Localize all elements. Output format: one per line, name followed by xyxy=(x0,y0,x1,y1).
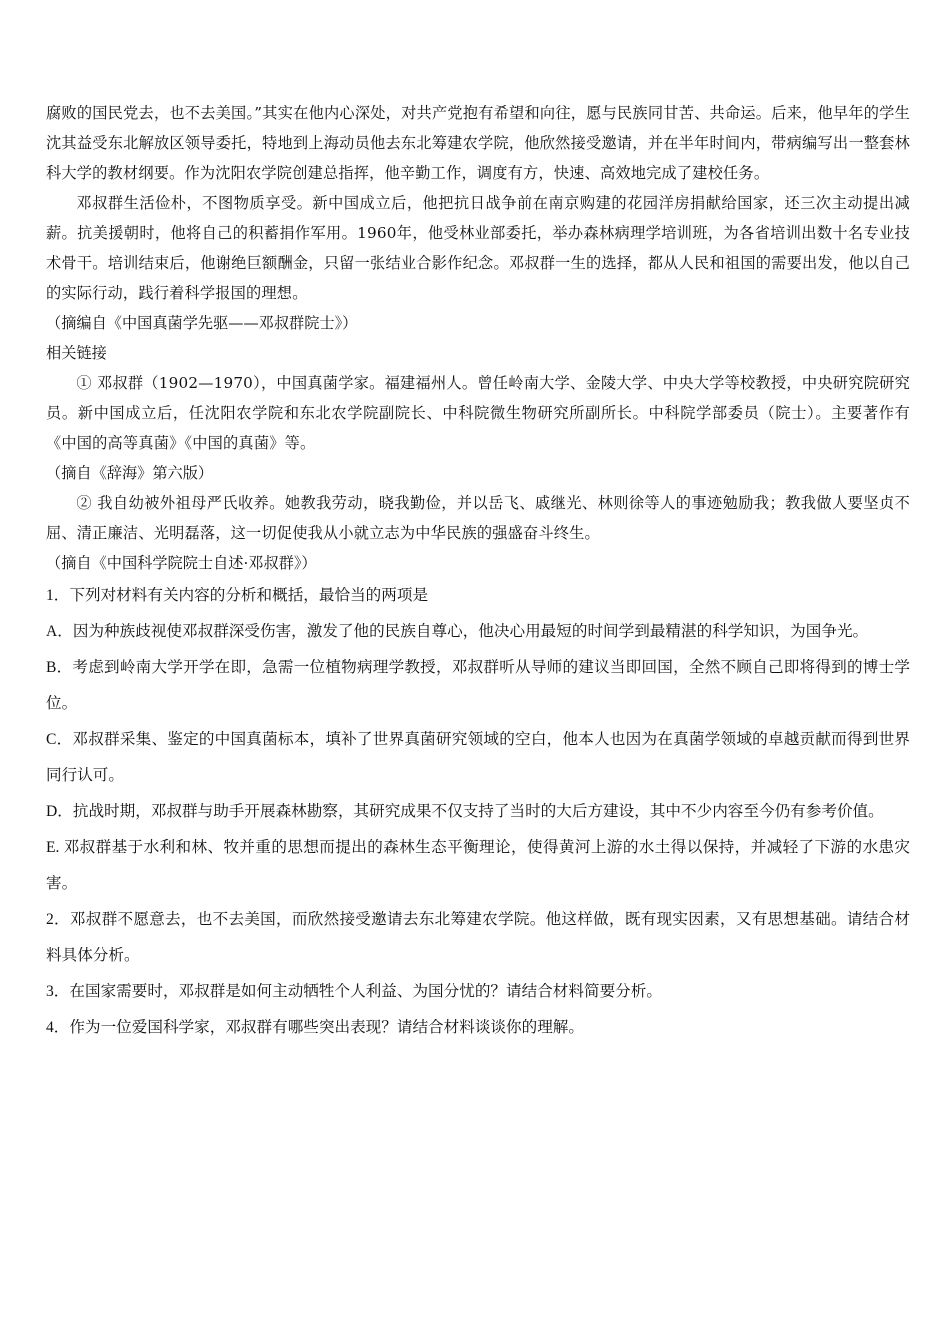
source-citation-1: （摘编自《中国真菌学先驱——邓叔群院士》） xyxy=(46,314,358,332)
question-1: 1．下列对材料有关内容的分析和概括，最恰当的两项是 xyxy=(46,587,429,604)
question-4: 4．作为一位爱国科学家，邓叔群有哪些突出表现？请结合材料谈谈你的理解。 xyxy=(46,1019,584,1036)
question-1-option-e: E. 邓叔群基于水利和林、牧并重的思想而提出的森林生态平衡理论，使得黄河上游的水土得以保持，并减轻了下游的水患灾害。 xyxy=(46,839,910,892)
document-page xyxy=(46,98,910,1046)
question-1-option-a: A．因为种族歧视使邓叔群深受伤害，激发了他的民族自尊心，他决心用最短的时间学到最精湛的科学知识，为国争光。 xyxy=(46,623,869,640)
passage-paragraph-2: 邓叔群生活俭朴，不图物质享受。新中国成立后，他把抗日战争前在南京购建的花园洋房捐献给国家，还三次主动提出减薪。抗美援朝时，他将自己的积蓄捐作军用。1960年，他受林业部委托，举办森林病理学培训班，为各省培训出数十名专业技术骨干。培训结束后，他谢绝巨额酬金，只留一张结业合影作纪念。邓叔群一生的选择，都从人民和祖国的需要出发，他以自己的实际行动，践行着科学报国的理想。 xyxy=(46,194,910,302)
passage-paragraph-1: 腐败的国民党去，也不去美国。”其实在他内心深处，对共产党抱有希望和向往，愿与民族同甘苦、共命运。后来，他早年的学生沈其益受东北解放区领导委托，特地到上海动员他去东北筹建农学院，他欣然接受邀请，并在半年时间内，带病编写出一整套林科大学的教材纲要。作为沈阳农学院创建总指挥，他辛勤工作，调度有方，快速、高效地完成了建校任务。 xyxy=(46,104,910,182)
question-1-option-c: C．邓叔群采集、鉴定的中国真菌标本，填补了世界真菌研究领域的空白，他本人也因为在真菌学领域的卓越贡献而得到世界同行认可。 xyxy=(46,731,910,784)
related-link-2: ② 我自幼被外祖母严氏收养。她教我劳动，晓我勤俭，并以岳飞、戚继光、林则徐等人的事迹勉励我；教我做人要坚贞不屈、清正廉洁、光明磊落，这一切促使我从小就立志为中华民族的强盛奋斗终生。 xyxy=(46,494,910,542)
source-citation-3: （摘自《中国科学院院士自述·邓叔群》） xyxy=(46,554,317,572)
question-1-option-d: D．抗战时期，邓叔群与助手开展森林勘察，其研究成果不仅支持了当时的大后方建设，其中不少内容至今仍有参考价值。 xyxy=(46,803,884,820)
question-1-option-b: B．考虑到岭南大学开学在即，急需一位植物病理学教授，邓叔群听从导师的建议当即回国，全然不顾自己即将得到的博士学位。 xyxy=(46,659,910,712)
source-citation-2: （摘自《辞海》第六版） xyxy=(46,464,214,482)
related-link-1: ① 邓叔群（1902—1970），中国真菌学家。福建福州人。曾任岭南大学、金陵大学、中央大学等校教授，中央研究院研究员。新中国成立后，任沈阳农学院和东北农学院副院长、中科院微生物研究所副所长。中科院学部委员（院士）。主要著作有《中国的高等真菌》《中国的真菌》等。 xyxy=(46,374,910,452)
question-3: 3．在国家需要时，邓叔群是如何主动牺牲个人利益、为国分忧的？请结合材料简要分析。 xyxy=(46,983,662,1000)
related-links-heading: 相关链接 xyxy=(46,344,107,362)
question-2: 2．邓叔群不愿意去，也不去美国，而欣然接受邀请去东北筹建农学院。他这样做，既有现实因素，又有思想基础。请结合材料具体分析。 xyxy=(46,911,910,964)
